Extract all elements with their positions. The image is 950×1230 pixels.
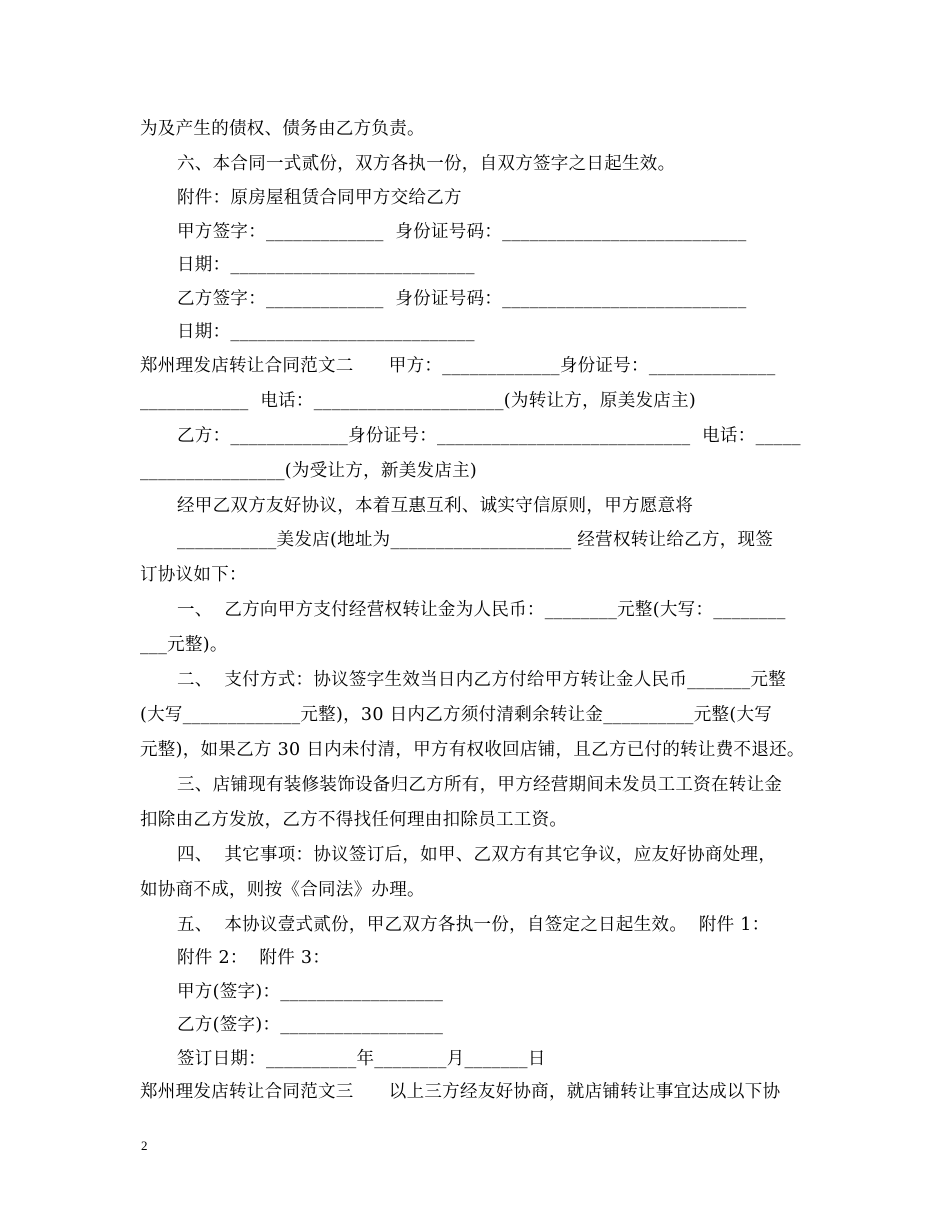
section-heading: 郑州理发店转让合同范文二 甲方：_____________身份证号：______________ [140, 356, 776, 376]
text-line: 经甲乙双方友好协议，本着互惠互利、诚实守信原则，甲方愿意将 [177, 496, 694, 516]
text-line: 如协商不成，则按《合同法》办理。 [140, 880, 425, 900]
text-line: 附件：原房屋租赁合同甲方交给乙方 [177, 188, 462, 208]
text-line: 扣除由乙方发放，乙方不得找任何理由扣除员工工资。 [140, 810, 568, 830]
text-line: 元整)，如果乙方 30 日内未付清，甲方有权收回店铺，且乙方已付的转让费不退还。 [140, 740, 805, 760]
clause-line: 五、 本协议壹式贰份，甲乙双方各执一份，自签定之日起生效。 附件 1： [177, 915, 770, 935]
clause-line: 二、 支付方式：协议签字生效当日内乙方付给甲方转让金人民币_______元整 [177, 670, 787, 690]
text-line: 为及产生的债权、债务由乙方负责。 [140, 119, 425, 139]
clause-line: 一、 乙方向甲方支付经营权转让金为人民币：________元整(大写：________ [177, 600, 786, 620]
text-line: (大写_____________元整)，30 日内乙方须付清剩余转让金__________元整(大写 [140, 705, 773, 725]
text-line: ________________(为受让方，新美发店主) [140, 461, 478, 481]
page-number: 2 [141, 1138, 148, 1153]
date-line: 签订日期：__________年________月_______日 [177, 1049, 546, 1069]
attachment-line: 附件 2： 附件 3： [177, 948, 331, 968]
signature-line: 甲方签字：_____________ 身份证号码：___________________________ [177, 222, 747, 242]
text-line: ___元整)。 [140, 635, 228, 655]
text-line: 订协议如下： [140, 565, 247, 585]
signature-line: 乙方(签字)：__________________ [177, 1015, 444, 1035]
text-line: 六、本合同一式贰份，双方各执一份，自双方签字之日起生效。 [177, 154, 676, 174]
signature-line: 甲方(签字)：__________________ [177, 982, 444, 1002]
date-line: 日期：___________________________ [177, 322, 475, 342]
clause-line: 四、 其它事项：协议签订后，如甲、乙双方有其它争议，应友好协商处理， [177, 845, 777, 865]
section-heading: 郑州理发店转让合同范文三 以上三方经友好协商，就店铺转让事宜达成以下协 [140, 1082, 781, 1102]
date-line: 日期：___________________________ [177, 255, 475, 275]
text-line: 乙方：_____________身份证号：____________________________ 电话：_____ [177, 426, 801, 446]
signature-line: 乙方签字：_____________ 身份证号码：___________________________ [177, 289, 747, 309]
text-line: ____________ 电话：_____________________(为转让方，原美发店主) [140, 391, 697, 411]
clause-line: 三、店铺现有装修装饰设备归乙方所有，甲方经营期间未发员工工资在转让金 [177, 775, 783, 795]
text-line: ___________美发店(地址为____________________ 经营权转让给乙方，现签 [177, 530, 774, 550]
